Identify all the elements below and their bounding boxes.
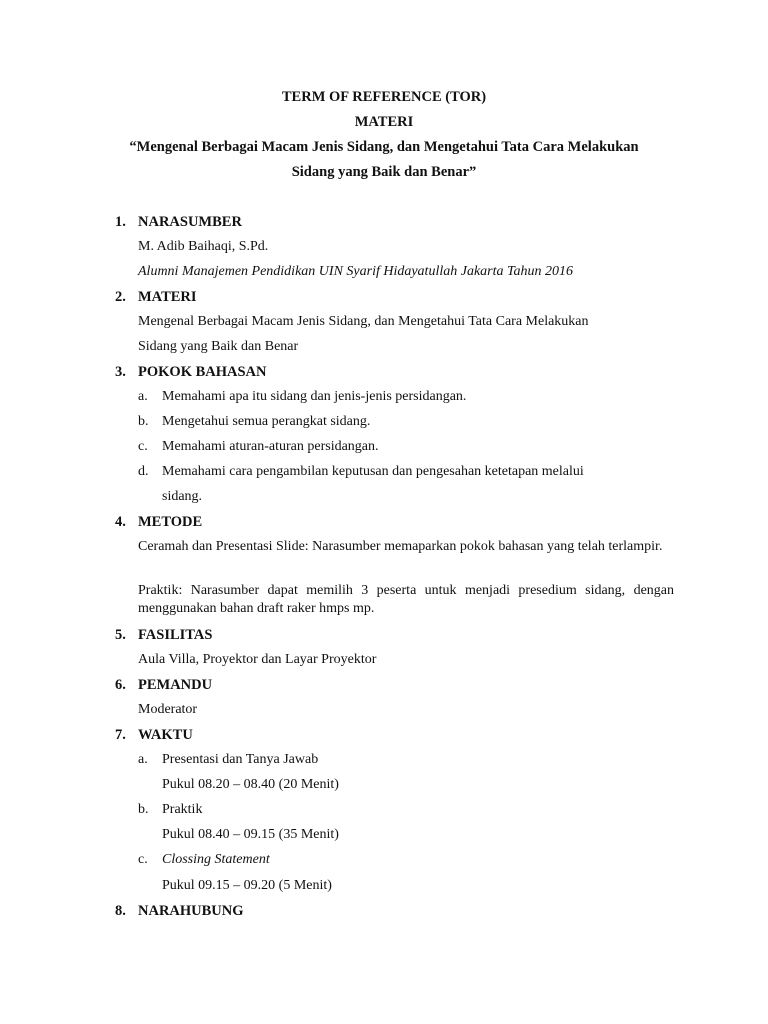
list-letter: a.: [138, 389, 148, 404]
section-pokok-bahasan-heading: [115, 363, 267, 381]
doc-topic-line-1: “Mengenal Berbagai Macam Jenis Sidang, dan Mengetahui Tata Cara Melakukan: [129, 139, 639, 155]
section-title: WAKTU: [138, 727, 193, 743]
section-number: 8.: [115, 903, 126, 919]
section-narasumber-heading: [115, 213, 242, 231]
schedule-item: [138, 751, 318, 769]
speaker-description: Alumni Manajemen Pendidikan UIN Syarif Hidayatullah Jakarta Tahun 2016: [138, 264, 573, 279]
section-fasilitas-heading: [115, 626, 212, 644]
section-number: 2.: [115, 289, 126, 305]
list-letter: c.: [138, 439, 148, 454]
doc-topic-line-2: Sidang yang Baik dan Benar”: [291, 164, 477, 180]
schedule-activity: Clossing Statement: [162, 852, 270, 867]
list-text-continuation: sidang.: [162, 489, 203, 504]
list-letter: c.: [138, 852, 148, 867]
section-narahubung-heading: [115, 902, 244, 920]
schedule-activity: Presentasi dan Tanya Jawab: [162, 752, 319, 767]
section-number: 5.: [115, 627, 126, 643]
pemandu-text: Moderator: [138, 702, 198, 717]
section-number: 1.: [115, 214, 126, 230]
metode-paragraph-1: Ceramah dan Presentasi Slide: Narasumber memaparkan pokok bahasan yang telah terlampir.: [138, 539, 663, 554]
schedule-time: Pukul 08.40 – 09.15 (35 Menit): [162, 827, 339, 842]
section-materi-heading: [115, 288, 197, 306]
schedule-time: Pukul 08.20 – 08.40 (20 Menit): [162, 777, 339, 792]
fasilitas-text: Aula Villa, Proyektor dan Layar Proyektor: [138, 652, 377, 667]
section-number: 3.: [115, 364, 126, 380]
section-title: FASILITAS: [138, 627, 213, 643]
list-letter: d.: [138, 464, 149, 479]
section-title: NARAHUBUNG: [138, 903, 244, 919]
section-number: 6.: [115, 677, 126, 693]
list-item: [138, 413, 370, 431]
schedule-item: [138, 851, 270, 869]
section-title: PEMANDU: [138, 677, 213, 693]
section-title: METODE: [138, 514, 203, 530]
materi-text-line-2: Sidang yang Baik dan Benar: [138, 339, 299, 354]
list-text: Mengetahui semua perangkat sidang.: [162, 414, 371, 429]
list-letter: a.: [138, 752, 148, 767]
speaker-name: M. Adib Baihaqi, S.Pd.: [138, 239, 269, 254]
list-text: Memahami apa itu sidang dan jenis-jenis persidangan.: [162, 389, 467, 404]
section-title: POKOK BAHASAN: [138, 364, 267, 380]
list-letter: b.: [138, 802, 149, 817]
list-text: Memahami cara pengambilan keputusan dan pengesahan ketetapan melalui: [162, 464, 584, 479]
schedule-activity: Praktik: [162, 802, 203, 817]
schedule-item: [138, 801, 202, 819]
materi-text-line-1: Mengenal Berbagai Macam Jenis Sidang, dan Mengetahui Tata Cara Melakukan: [138, 314, 589, 329]
section-pemandu-heading: [115, 676, 212, 694]
list-text: Memahami aturan-aturan persidangan.: [162, 439, 379, 454]
list-item: [138, 388, 466, 406]
schedule-time: Pukul 09.15 – 09.20 (5 Menit): [162, 878, 332, 893]
list-item: [138, 438, 379, 456]
doc-subtitle: MATERI: [354, 114, 414, 130]
metode-paragraph-2: Praktik: Narasumber dapat memilih 3 peserta untuk menjadi presedium sidang, dengan menggunakan bahan draft raker hmps mp.: [138, 583, 674, 616]
doc-title: TERM OF REFERENCE (TOR): [281, 89, 487, 105]
section-metode-heading: [115, 513, 202, 531]
section-title: NARASUMBER: [138, 214, 242, 230]
list-item: [138, 463, 584, 481]
section-waktu-heading: [115, 726, 193, 744]
section-number: 4.: [115, 514, 126, 530]
list-letter: b.: [138, 414, 149, 429]
section-title: MATERI: [138, 289, 197, 305]
section-number: 7.: [115, 727, 126, 743]
